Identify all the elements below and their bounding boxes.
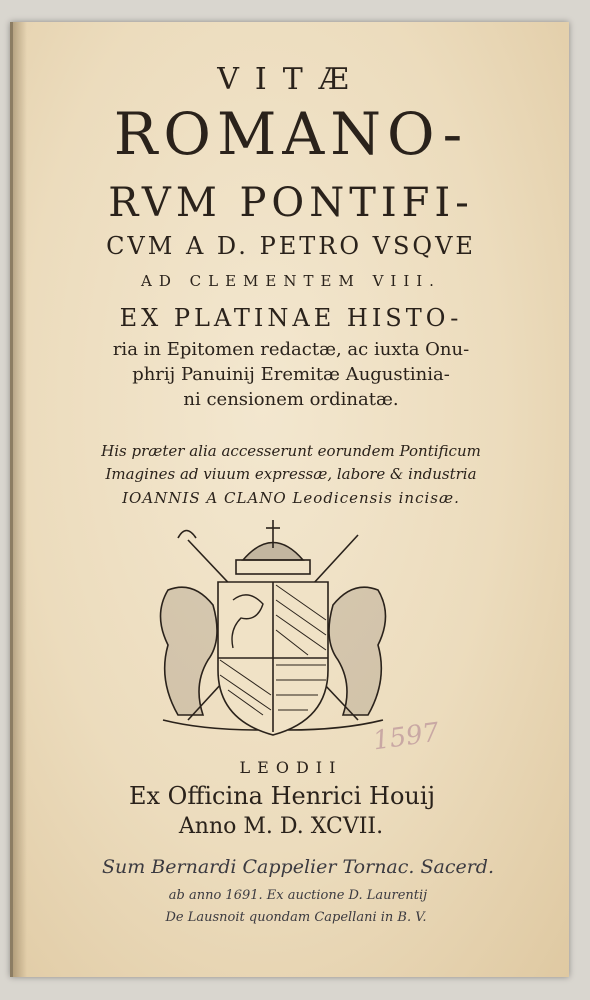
title-line-6: EX PLATINAE HISTO- [119, 304, 463, 332]
title-line-2: ROMANO- [113, 100, 469, 168]
imprint-place: LEODII [239, 758, 343, 777]
title-line-5: AD CLEMENTEM VIII. [141, 272, 441, 290]
title-line-12: IOANNIS A CLANO Leodicensis incisæ. [122, 489, 460, 507]
provenance-line-2: ab anno 1691. Ex auctione D. Laurentij [168, 888, 428, 903]
title-line-10: His præter alia accesserunt eorundem Pontificum [101, 442, 481, 460]
title-line-8: phrij Panuinij Eremitæ Augustinia- [132, 364, 450, 385]
title-line-9: ni censionem ordinatæ. [183, 389, 399, 410]
provenance-line-1: Sum Bernardi Cappelier Tornac. Sacerd. [102, 856, 494, 878]
provenance-line-3: De Lausnoit quondam Capellani in B. V. [165, 910, 427, 925]
pencil-year-note: 1597 [371, 717, 441, 757]
title-line-11: Imagines ad viuum expressæ, labore & industria [105, 465, 477, 483]
coat-of-arms-woodcut [148, 520, 398, 750]
title-line-7: ria in Epitomen redactæ, ac iuxta Onu- [112, 339, 470, 360]
title-line-4: CVM A D. PETRO VSQVE [106, 232, 476, 260]
imprint-printer: Ex Officina Henrici Houij [128, 782, 436, 810]
title-line-3: RVM PONTIFI- [108, 180, 474, 226]
title-line-1: VITÆ [217, 62, 365, 97]
title-page [10, 22, 569, 977]
imprint-year: Anno M. D. XCVII. [178, 814, 384, 839]
